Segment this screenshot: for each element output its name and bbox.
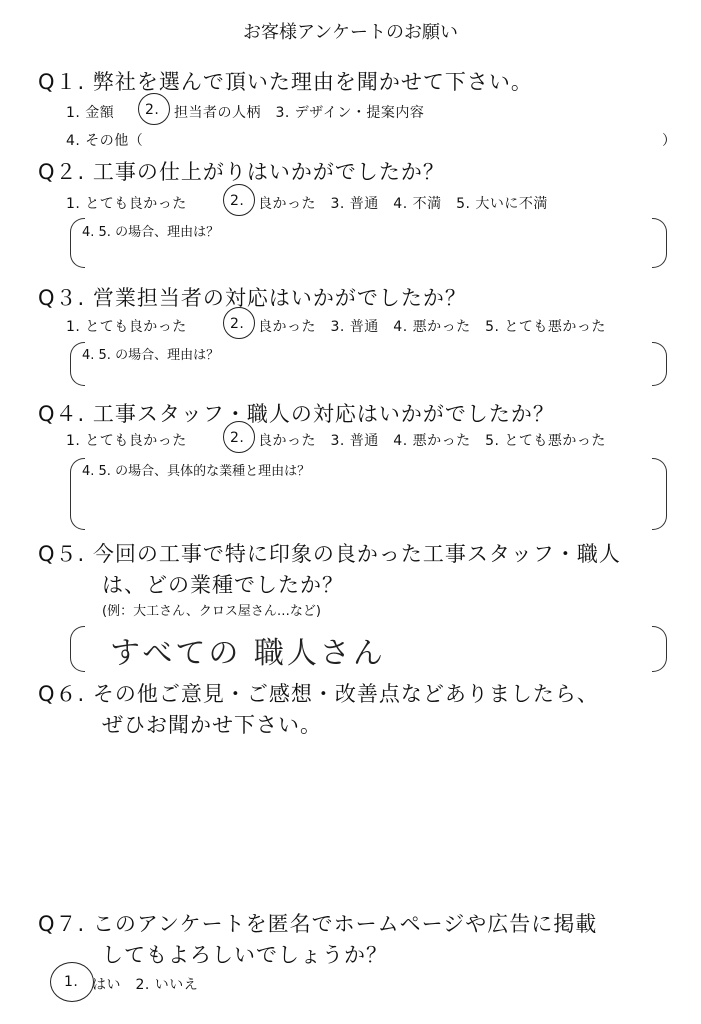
q1-option-4-close: ） <box>662 133 677 149</box>
q1-option-1: 1. 金額 <box>66 105 115 121</box>
q2-bracket-right <box>652 218 667 268</box>
q4-option-2: 2. <box>230 430 244 446</box>
question-3: Q３. 営業担当者の対応はいかがでしたか？ <box>38 286 467 310</box>
q3-bracket-right <box>652 342 667 386</box>
q4-bracket-right <box>652 458 667 530</box>
selection-circle <box>50 962 94 1002</box>
selection-circle <box>223 307 255 339</box>
selection-circle <box>138 93 170 125</box>
q1-options-rest: 担当者の人柄 3. デザイン・提案内容 <box>174 105 425 121</box>
selection-circle <box>223 184 255 216</box>
question-4: Q４. 工事スタッフ・職人の対応はいかがでしたか？ <box>38 402 555 426</box>
q1-option-2: 2. <box>145 102 159 118</box>
page-title: お客様アンケートのお願い <box>243 22 458 43</box>
q2-option-1: 1. とても良かった <box>66 196 187 212</box>
question-6-line-1: Q６. その他ご意見・ご感想・改善点などありましたら、 <box>38 682 599 706</box>
q2-option-2: 2. <box>230 193 244 209</box>
question-2: Q２. 工事の仕上がりはいかがでしたか？ <box>38 160 445 184</box>
question-7-line-1: Q７. このアンケートを匿名でホームページや広告に掲載 <box>38 912 598 936</box>
question-7-line-2: してもよろしいでしょうか？ <box>102 943 388 967</box>
question-5-line-1: Q５. 今回の工事で特に印象の良かった工事スタッフ・職人 <box>38 542 621 566</box>
q7-option-1: 1. <box>64 974 78 990</box>
q5-bracket-left <box>70 626 85 672</box>
q3-options-rest: 良かった 3. 普通 4. 悪かった 5. とても悪かった <box>258 319 606 335</box>
q7-options-rest: はい 2. いいえ <box>92 977 199 993</box>
q5-bracket-right <box>652 626 667 672</box>
q3-note: 4. 5. の場合、理由は？ <box>82 348 220 363</box>
q5-example: (例：大工さん、クロス屋さん…など) <box>102 604 321 619</box>
q4-option-1: 1. とても良かった <box>66 433 187 449</box>
q3-option-1: 1. とても良かった <box>66 319 187 335</box>
question-5-line-2: は、どの業種でしたか？ <box>102 573 344 597</box>
q2-note: 4. 5. の場合、理由は？ <box>82 225 220 240</box>
q5-handwritten-answer: すべての 職人さん <box>110 636 386 671</box>
q1-option-4: 4. その他（ <box>66 133 144 149</box>
q2-options-rest: 良かった 3. 普通 4. 不満 5. 大いに不満 <box>258 196 548 212</box>
question-1: Q１. 弊社を選んで頂いた理由を聞かせて下さい。 <box>38 70 533 94</box>
q4-note: 4. 5. の場合、具体的な業種と理由は？ <box>82 464 311 479</box>
q4-options-rest: 良かった 3. 普通 4. 悪かった 5. とても悪かった <box>258 433 606 449</box>
q3-option-2: 2. <box>230 316 244 332</box>
question-6-line-2: ぜひお聞かせ下さい。 <box>102 713 322 737</box>
selection-circle <box>223 421 255 453</box>
